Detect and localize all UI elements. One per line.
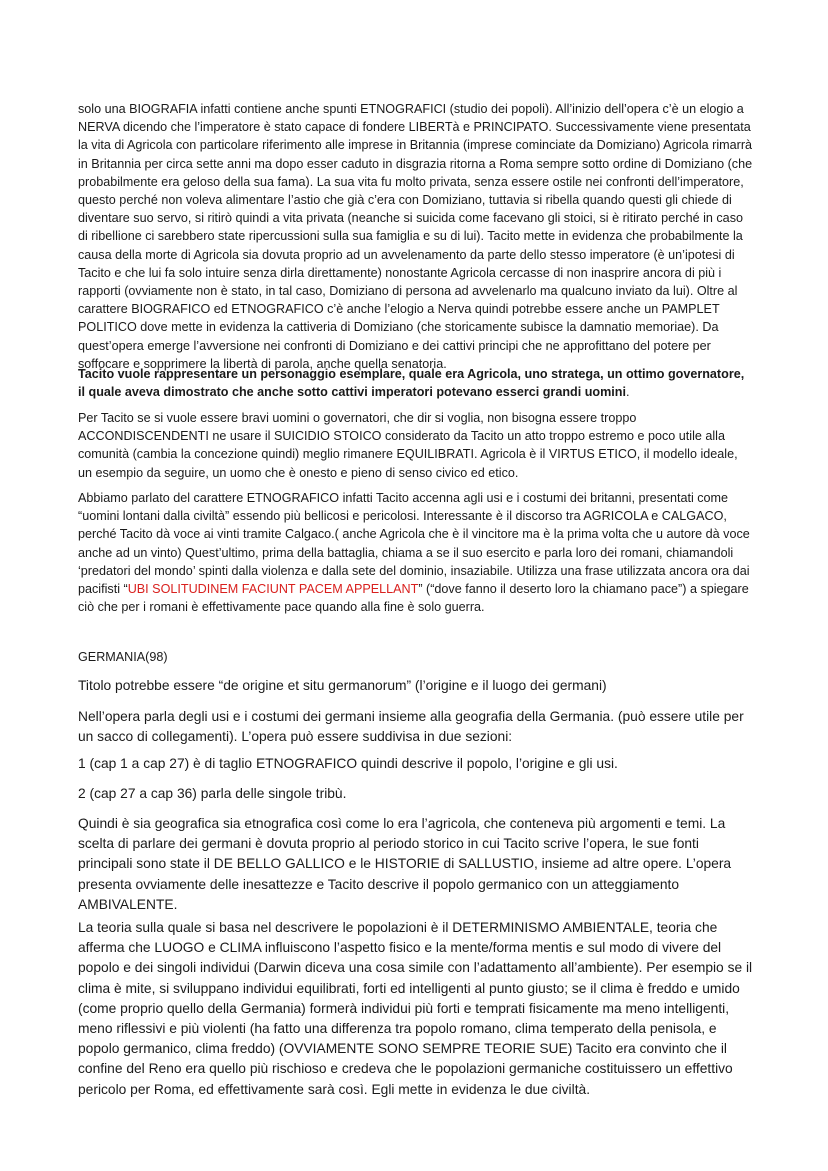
paragraph-agricola-intro: solo una BIOGRAFIA infatti contiene anche spunti ETNOGRAFICI (studio dei popoli). All’inizio dell’opera c’è un elogio a NERVA dicendo che l’imperatore è stato capace di fondere LIBERTà e PRINCIPATO. Successivamente viene presentata la vita di Agricola con particolare riferimento alle imprese in Britannia (imprese cominciate da Domiziano) Agricola rimarrà in Britannia per circa sette anni ma dopo esser caduto in disgrazia ritorna a Roma sempre sotto ordine di Domiziano (che probabilmente era geloso della sua fama). La sua vita fu molto privata, senza essere ostile nei confronti dell’imperatore, questo perché non voleva alimentare l’astio che già c’era con Domiziano, tuttavia si ribella quando questi gli chiede di diventare suo servo, si ritirò quindi a vita privata (neanche si suicida come facevano gli stoici, si è ritirato perché in caso di ribellione ci sarebbero state ripercussioni sulla sua famiglia e su di lui). Tacito mette in evidenza che probabilmente la causa della morte di Agricola sia dovuta proprio ad un avvelenamento da parte dello stesso imperatore (è un’ipotesi di Tacito e che lui fa solo intuire senza dirla direttamente) nonostante Agricola cercasse di non inasprire ancora di più i rapporti (ovviamente non è stato, in tal caso, Domiziano di persona ad avvelenarlo ma qualcuno inviato da lui). Oltre al carattere BIOGRAFICO ed ETNOGRAFICO c’è anche l’elogio a Nerva quindi potrebbe essere anche un PAMPLET POLITICO dove mette in evidenza la cattiveria di Domiziano (che storicamente subisce la damnatio memoriae). Da quest’opera emerge l’avversione nei confronti di Domiziano e dei cattivi principi che ne approfittano del potere per soffocare e sopprimere la libertà di parola, anche quella senatoria. — [78, 102, 753, 371]
paragraph-section-1: 1 (cap 1 a cap 27) è di taglio ETNOGRAFICO quindi descrive il popolo, l’origine e gli usi. — [78, 756, 618, 771]
latin-quote: UBI SOLITUDINEM FACIUNT PACEM APPELLANT — [127, 582, 419, 597]
bold-statement: Tacito vuole rappresentare un personaggio esemplare, quale era Agricola, uno stratega, un ottimo governatore, il quale aveva dimostrato che anche sotto cattivi imperatori potevano esserci grandi uomini — [78, 367, 745, 400]
ethnographic-text-end: ” (“dove fanno il deserto loro la chiamano pace”) a spiegare ciò che per i romani è effettivamente pace quando alla fine è solo guerra. — [78, 582, 749, 615]
paragraph-virtus: Per Tacito se si vuole essere bravi uomini o governatori, che dir si voglia, non bisogna essere troppo ACCONDISCENDENTI ne usare il SUICIDIO STOICO considerato da Tacito un atto troppo estremo e poco utile alla comunità (cambia la concezione quindi) meglio rimanere EQUILIBRATI. Agricola è il VIRTUS ETICO, il modello ideale, un esempio da seguire, un uomo che è onesto e pieno di senso civico ed etico. — [78, 411, 738, 480]
paragraph-sources: Quindi è sia geografica sia etnografica così come lo era l’agricola, che conteneva più argomenti e temi. La scelta di parlare dei germani è dovuta proprio al periodo storico in cui Tacito scrive l’opera, le sue fonti principali sono state il DE BELLO GALLICO e le HISTORIE di SALLUSTIO, insieme ad altre opere. L’opera presenta ovviamente delle inesattezze e Tacito descrive il popolo germanico con un atteggiamento AMBIVALENTE. — [78, 816, 732, 912]
paragraph-content: Nell’opera parla degli usi e i costumi dei germani insieme alla geografia della Germania. (può essere utile per un sacco di collegamenti). L’opera può essere suddivisa in due sezioni: — [78, 709, 744, 745]
paragraph-exemplary-character — [78, 365, 754, 401]
paragraph-section-2: 2 (cap 27 a cap 36) parla delle singole tribù. — [78, 786, 347, 801]
ethnographic-text: Abbiamo parlato del carattere ETNOGRAFICO infatti Tacito accenna agli usi e i costumi dei britanni, presentati come “uomini lontani dalla civiltà” essendo più bellicosi e pericolosi. Interessante è il discorso tra AGRICOLA e CALGACO, perché Tacito dà voce ai vinti tramite Calgaco.( anche Agricola che è il vincitore ma è la prima volta che u autore dà voce anche ad un vinto) Quest’ultimo, prima della battaglia, chiama a se il suo esercito e parla loro dei romani, chiamandoli ‘predatori del mondo’ spinti dalla violenza e dalla sete del dominio, insaziabile. Utilizza una frase utilizzata ancora ora dai pacifisti “ — [78, 491, 750, 597]
statement-end: . — [625, 385, 630, 400]
section-heading-germania: GERMANIA(98) — [78, 650, 168, 664]
paragraph-title: Titolo potrebbe essere “de origine et situ germanorum” (l’origine e il luogo dei germani) — [78, 678, 607, 693]
paragraph-ethnographic — [78, 489, 754, 616]
paragraph-determinism: La teoria sulla quale si basa nel descrivere le popolazioni è il DETERMINISMO AMBIENTALE, teoria che afferma che LUOGO e CLIMA influiscono l’aspetto fisico e la mente/forma mentis e sul modo di vivere del popolo e dei singoli individui (Darwin diceva una cosa simile con l’adattamento all’ambiente). Per esempio se il clima è mite, si sviluppano individui equilibrati, forti ed intelligenti al punto giusto; se il clima è freddo e umido (come proprio quello della Germania) formerà individui più forti e temprati fisicamente ma meno intelligenti, meno riflessivi e più violenti (ha fatto una differenza tra popolo romano, clima temperato della penisola, e popolo germanico, clima freddo) (OVVIAMENTE SONO SEMPRE TEORIE SUE) Tacito era convinto che il confine del Reno era quello più rischioso e credeva che le popolazioni germaniche costituissero un effettivo pericolo per Roma, ed effettivamente sarà così. Egli mette in evidenza le due civiltà. — [78, 920, 753, 1097]
